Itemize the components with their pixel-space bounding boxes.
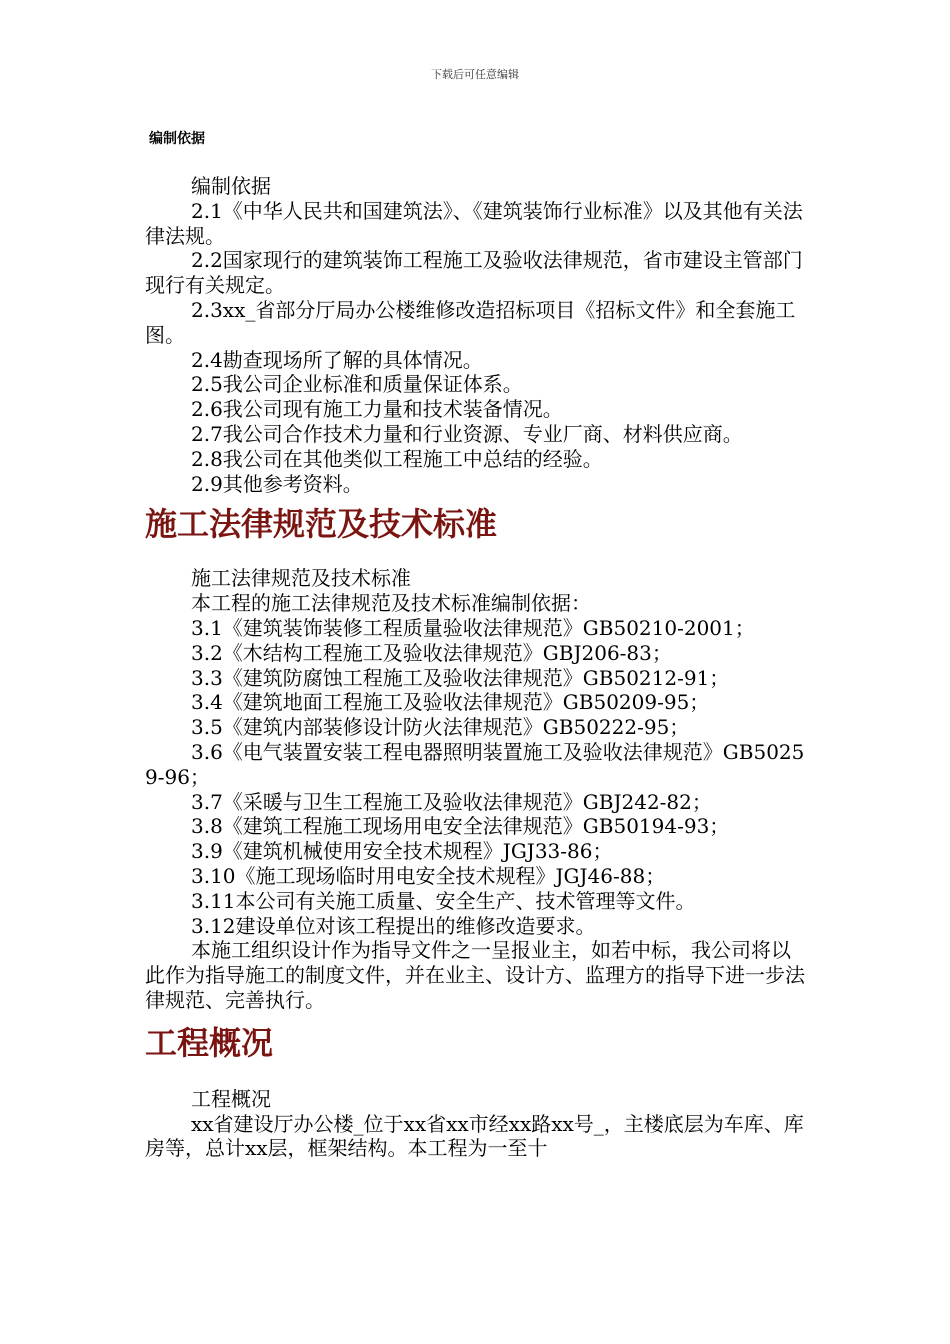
basis-item: 2.1《中华人民共和国建筑法》、《建筑装饰行业标准》以及其他有关法律法规。 bbox=[145, 198, 803, 248]
section3-heading: 工程概况 bbox=[145, 1023, 274, 1062]
standard-item: 3.9《建筑机械使用安全技术规程》JGJ33-86； bbox=[191, 839, 613, 864]
section3-subtitle: 工程概况 bbox=[191, 1086, 271, 1111]
standard-item: 3.12建设单位对该工程提出的维修改造要求。 bbox=[191, 913, 596, 938]
standard-item: 3.2《木结构工程施工及验收法律规范》GBJ206-83； bbox=[191, 640, 672, 665]
basis-item: 2.2国家现行的建筑装饰工程施工及验收法律规范，省市建设主管部门现行有关规定。 bbox=[145, 248, 803, 298]
basis-item: 2.5我公司企业标准和质量保证体系。 bbox=[191, 372, 523, 397]
toc-title: 编制依据 bbox=[149, 131, 205, 147]
document-body bbox=[145, 174, 805, 1161]
header-note: 下载后可任意编辑 bbox=[431, 68, 519, 81]
standard-item: 3.8《建筑工程施工现场用电安全法律规范》GB50194-93； bbox=[191, 814, 730, 839]
section2-closing: 本施工组织设计作为指导文件之一呈报业主，如若中标，我公司将以此作为指导施工的制度文件，并在业主、设计方、监理方的指导下进一步法律规范、完善执行。 bbox=[145, 938, 805, 1012]
standard-item: 3.10《施工现场临时用电安全技术规程》JGJ46-88； bbox=[191, 863, 666, 888]
standard-item: 3.6《电气装置安装工程电器照明装置施工及验收法律规范》GB50259-96； bbox=[145, 739, 805, 789]
section2-subtitle: 施工法律规范及技术标准 bbox=[191, 566, 411, 591]
section3-body: xx省建设厅办公楼_位于xx省xx市经xx路xx号_，主楼底层为车库、库房等，总计xx层，框架结构。本工程为一至十 bbox=[145, 1111, 804, 1161]
standard-item: 3.7《采暖与卫生工程施工及验收法律规范》GBJ242-82； bbox=[191, 789, 712, 814]
standard-item: 3.5《建筑内部装修设计防火法律规范》GB50222-95； bbox=[191, 715, 690, 740]
section2-intro: 本工程的施工法律规范及技术标准编制依据： bbox=[191, 591, 591, 616]
basis-item: 2.9其他参考资料。 bbox=[191, 471, 363, 496]
basis-item: 2.8我公司在其他类似工程施工中总结的经验。 bbox=[191, 446, 603, 471]
basis-item: 2.7我公司合作技术力量和行业资源、专业厂商、材料供应商。 bbox=[191, 421, 743, 446]
basis-item: 2.6我公司现有施工力量和技术装备情况。 bbox=[191, 397, 563, 422]
basis-item: 2.3xx_省部分厅局办公楼维修改造招标项目《招标文件》和全套施工图。 bbox=[145, 297, 796, 347]
standard-item: 3.1《建筑装饰装修工程质量验收法律规范》GB50210-2001； bbox=[191, 615, 755, 640]
basis-item: 2.4勘查现场所了解的具体情况。 bbox=[191, 347, 483, 372]
standard-item: 3.11本公司有关施工质量、安全生产、技术管理等文件。 bbox=[191, 888, 696, 913]
section2-heading: 施工法律规范及技术标准 bbox=[145, 505, 498, 544]
standard-item: 3.3《建筑防腐蚀工程施工及验收法律规范》GB50212-91； bbox=[191, 665, 730, 690]
standard-item: 3.4《建筑地面工程施工及验收法律规范》GB50209-95； bbox=[191, 690, 710, 715]
section1-subtitle: 编制依据 bbox=[191, 174, 271, 198]
